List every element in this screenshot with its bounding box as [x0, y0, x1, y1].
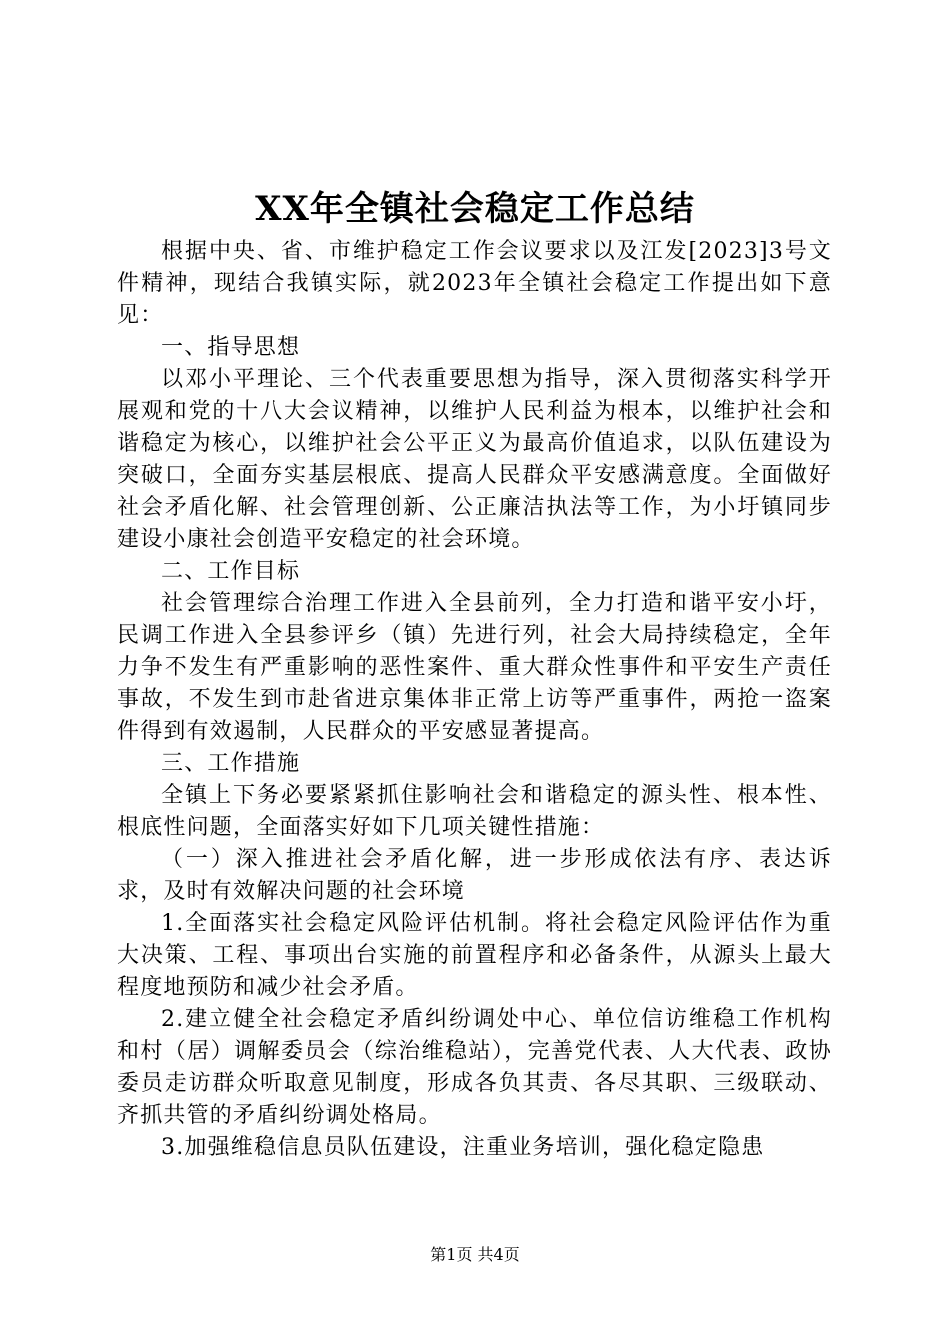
- section-heading-work-measures: 三、工作措施: [161, 751, 301, 776]
- measure-item-1: 1.全面落实社会稳定风险评估机制。将社会稳定风险评估作为重大决策、工程、事项出台实施的前置程序和必备条件，从源头上最大程度地预防和减少社会矛盾。: [117, 911, 832, 1000]
- measure-item-2: 2.建立健全社会稳定矛盾纠纷调处中心、单位信访维稳工作机构和村（居）调解委员会（综治维稳站），完善党代表、人大代表、政协委员走访群众听取意见制度，形成各负其责、各尽其职、三级联动、齐抓共管的矛盾纠纷调处格局。: [117, 1007, 832, 1128]
- document-title: XX年全镇社会稳定工作总结: [255, 189, 695, 229]
- measure-item-3: 3.加强维稳信息员队伍建设，注重业务培训，强化稳定隐患: [161, 1135, 765, 1160]
- intro-paragraph: 根据中央、省、市维护稳定工作会议要求以及江发[2023]3号文件精神，现结合我镇实际，就2023年全镇社会稳定工作提出如下意见：: [117, 239, 832, 328]
- section-paragraph-work-goals: 社会管理综合治理工作进入全县前列，全力打造和谐平安小圩，民调工作进入全县参评乡（镇）先进行列，社会大局持续稳定，全年力争不发生有严重影响的恶性案件、重大群众性事件和平安生产责任事故，不发生到市赴省进京集体非正常上访等严重事件，两抢一盗案件得到有效遏制，人民群众的平安感显著提高。: [117, 591, 832, 744]
- section-paragraph-work-measures: 全镇上下务必要紧紧抓住影响社会和谐稳定的源头性、根本性、根底性问题，全面落实好如下几项关键性措施：: [117, 783, 832, 840]
- page-footer: 第1页 共4页: [430, 1245, 520, 1264]
- document-body: [117, 236, 832, 1164]
- section-heading-work-goals: 二、工作目标: [161, 559, 301, 584]
- section-heading-guiding-thought: 一、指导思想: [161, 335, 301, 360]
- subsection-heading-conflict-resolution: （一）深入推进社会矛盾化解，进一步形成依法有序、表达诉求，及时有效解决问题的社会环境: [117, 847, 832, 904]
- section-paragraph-guiding-thought: 以邓小平理论、三个代表重要思想为指导，深入贯彻落实科学开展观和党的十八大会议精神，以维护人民利益为根本，以维护社会和谐稳定为核心，以维护社会公平正义为最高价值追求，以队伍建设为突破口，全面夯实基层根底、提高人民群众平安感满意度。全面做好社会矛盾化解、社会管理创新、公正廉洁执法等工作，为小圩镇同步建设小康社会创造平安稳定的社会环境。: [117, 367, 832, 552]
